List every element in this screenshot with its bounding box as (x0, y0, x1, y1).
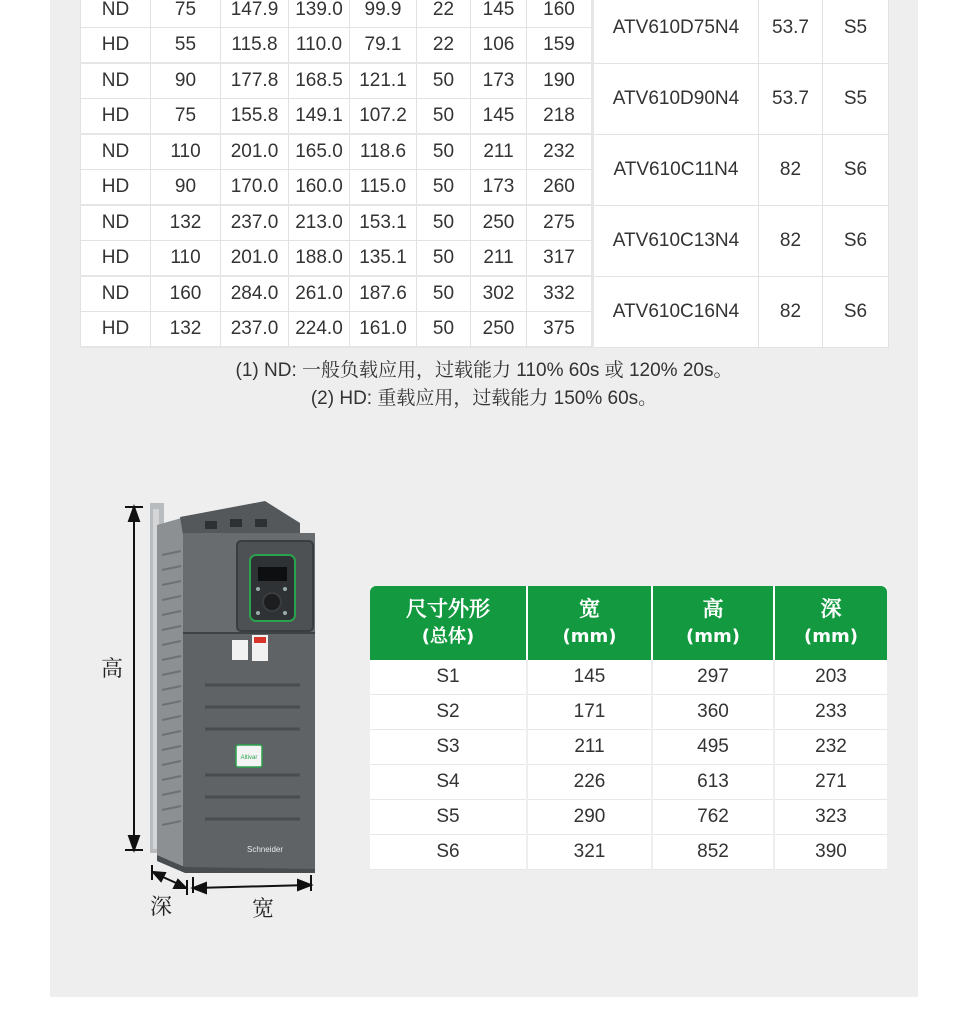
power-cell: 90 (151, 63, 221, 99)
power-cell: 75 (151, 0, 221, 28)
model-cell: ATV610D90N4 (593, 63, 759, 134)
value-cell: 50 (417, 134, 471, 170)
value-cell: 161.0 (350, 312, 417, 348)
value-cell: 118.6 (350, 134, 417, 170)
power-cell: 75 (151, 99, 221, 135)
value-cell: 187.6 (350, 276, 417, 312)
width-label: 宽 (252, 897, 275, 922)
value-cell: 106 (471, 28, 527, 64)
table-row (81, 63, 889, 99)
value-cell: 375 (527, 312, 593, 348)
height-label: 高 (101, 657, 124, 682)
width-cell: 211 (527, 730, 652, 765)
table-row (81, 205, 889, 241)
value-cell: 160.0 (289, 170, 350, 206)
value-cell: 168.5 (289, 63, 350, 99)
power-cell: 110 (151, 241, 221, 277)
power-cell: 110 (151, 134, 221, 170)
width-dimension-line (193, 875, 311, 893)
model-cell: ATV610C16N4 (593, 276, 759, 347)
width-cell: 226 (527, 765, 652, 800)
value-cell: 170.0 (221, 170, 289, 206)
value-cell: 115.8 (221, 28, 289, 64)
value-cell: 201.0 (221, 134, 289, 170)
value-cell: 332 (527, 276, 593, 312)
weight-cell: 53.7 (759, 0, 823, 63)
header-depth: 深 (mm) (774, 586, 887, 660)
table-row (81, 134, 889, 170)
value-cell: 50 (417, 99, 471, 135)
header-height: 高 (mm) (652, 586, 774, 660)
model-cell: ATV610D75N4 (593, 0, 759, 63)
model-cell: ATV610C11N4 (593, 134, 759, 205)
table-row (370, 695, 887, 730)
power-cell: 90 (151, 170, 221, 206)
duty-cell: ND (81, 134, 151, 170)
value-cell: 121.1 (350, 63, 417, 99)
spec-table (80, 0, 889, 348)
value-cell: 177.8 (221, 63, 289, 99)
height-cell: 297 (652, 660, 774, 695)
badge-text: Altivar (240, 755, 258, 761)
device-drawing (95, 495, 325, 925)
value-cell: 107.2 (350, 99, 417, 135)
value-cell: 50 (417, 170, 471, 206)
weight-cell: 82 (759, 205, 823, 276)
value-cell: 173 (471, 63, 527, 99)
value-cell: 145 (471, 0, 527, 28)
frame-cell: S6 (823, 205, 889, 276)
table-row (370, 835, 887, 870)
value-cell: 224.0 (289, 312, 350, 348)
duty-cell: ND (81, 0, 151, 28)
width-cell: 171 (527, 695, 652, 730)
frame-cell: S2 (370, 695, 527, 730)
value-cell: 211 (471, 241, 527, 277)
value-cell: 250 (471, 205, 527, 241)
table-row (370, 765, 887, 800)
power-cell: 132 (151, 205, 221, 241)
value-cell: 275 (527, 205, 593, 241)
frame-cell: S5 (823, 0, 889, 63)
value-cell: 260 (527, 170, 593, 206)
value-cell: 237.0 (221, 205, 289, 241)
depth-cell: 323 (774, 800, 887, 835)
height-cell: 852 (652, 835, 774, 870)
table-row (81, 276, 889, 312)
value-cell: 22 (417, 28, 471, 64)
value-cell: 99.9 (350, 0, 417, 28)
depth-cell: 233 (774, 695, 887, 730)
duty-cell: HD (81, 312, 151, 348)
value-cell: 160 (527, 0, 593, 28)
value-cell: 201.0 (221, 241, 289, 277)
table-header-row (370, 586, 887, 660)
value-cell: 173 (471, 170, 527, 206)
value-cell: 237.0 (221, 312, 289, 348)
footnote-hd: (2) HD: 重载应用，过载能力 150% 60s。 (310, 388, 658, 409)
depth-label: 深 (150, 895, 173, 920)
value-cell: 50 (417, 205, 471, 241)
frame-cell: S6 (370, 835, 527, 870)
width-cell: 145 (527, 660, 652, 695)
height-cell: 613 (652, 765, 774, 800)
height-dimension-line (125, 507, 143, 850)
frame-cell: S5 (823, 63, 889, 134)
height-cell: 360 (652, 695, 774, 730)
depth-cell: 203 (774, 660, 887, 695)
frame-cell: S6 (823, 134, 889, 205)
value-cell: 50 (417, 276, 471, 312)
table-row (81, 0, 889, 28)
table-row (370, 730, 887, 765)
duty-cell: HD (81, 241, 151, 277)
width-cell: 290 (527, 800, 652, 835)
value-cell: 232 (527, 134, 593, 170)
drive-illustration (95, 495, 325, 925)
value-cell: 22 (417, 0, 471, 28)
value-cell: 135.1 (350, 241, 417, 277)
header-width: 宽 (mm) (527, 586, 652, 660)
weight-cell: 82 (759, 276, 823, 347)
value-cell: 213.0 (289, 205, 350, 241)
height-cell: 762 (652, 800, 774, 835)
value-cell: 211 (471, 134, 527, 170)
value-cell: 110.0 (289, 28, 350, 64)
header-frame: 尺寸外形 (总体) (370, 586, 527, 660)
duty-cell: HD (81, 170, 151, 206)
table-row (370, 800, 887, 835)
value-cell: 79.1 (350, 28, 417, 64)
value-cell: 149.1 (289, 99, 350, 135)
value-cell: 302 (471, 276, 527, 312)
value-cell: 115.0 (350, 170, 417, 206)
value-cell: 50 (417, 312, 471, 348)
depth-cell: 390 (774, 835, 887, 870)
duty-cell: ND (81, 205, 151, 241)
value-cell: 188.0 (289, 241, 350, 277)
power-cell: 160 (151, 276, 221, 312)
weight-cell: 82 (759, 134, 823, 205)
value-cell: 50 (417, 63, 471, 99)
depth-cell: 271 (774, 765, 887, 800)
table-row (370, 660, 887, 695)
value-cell: 159 (527, 28, 593, 64)
value-cell: 155.8 (221, 99, 289, 135)
value-cell: 147.9 (221, 0, 289, 28)
value-cell: 145 (471, 99, 527, 135)
value-cell: 218 (527, 99, 593, 135)
frame-cell: S6 (823, 276, 889, 347)
duty-cell: HD (81, 99, 151, 135)
value-cell: 190 (527, 63, 593, 99)
power-cell: 132 (151, 312, 221, 348)
frame-cell: S4 (370, 765, 527, 800)
model-cell: ATV610C13N4 (593, 205, 759, 276)
value-cell: 317 (527, 241, 593, 277)
value-cell: 153.1 (350, 205, 417, 241)
height-cell: 495 (652, 730, 774, 765)
width-cell: 321 (527, 835, 652, 870)
value-cell: 284.0 (221, 276, 289, 312)
footnote-nd: (1) ND: 一般负载应用，过载能力 110% 60s 或 120% 20s。 (235, 360, 733, 381)
frame-cell: S3 (370, 730, 527, 765)
frame-size-table (370, 586, 887, 870)
value-cell: 250 (471, 312, 527, 348)
duty-cell: ND (81, 63, 151, 99)
footnotes (80, 357, 888, 413)
duty-cell: HD (81, 28, 151, 64)
value-cell: 165.0 (289, 134, 350, 170)
frame-cell: S5 (370, 800, 527, 835)
frame-cell: S1 (370, 660, 527, 695)
duty-cell: ND (81, 276, 151, 312)
power-cell: 55 (151, 28, 221, 64)
value-cell: 50 (417, 241, 471, 277)
depth-cell: 232 (774, 730, 887, 765)
value-cell: 139.0 (289, 0, 350, 28)
weight-cell: 53.7 (759, 63, 823, 134)
value-cell: 261.0 (289, 276, 350, 312)
brand-logo-text: Schneider (247, 845, 284, 854)
